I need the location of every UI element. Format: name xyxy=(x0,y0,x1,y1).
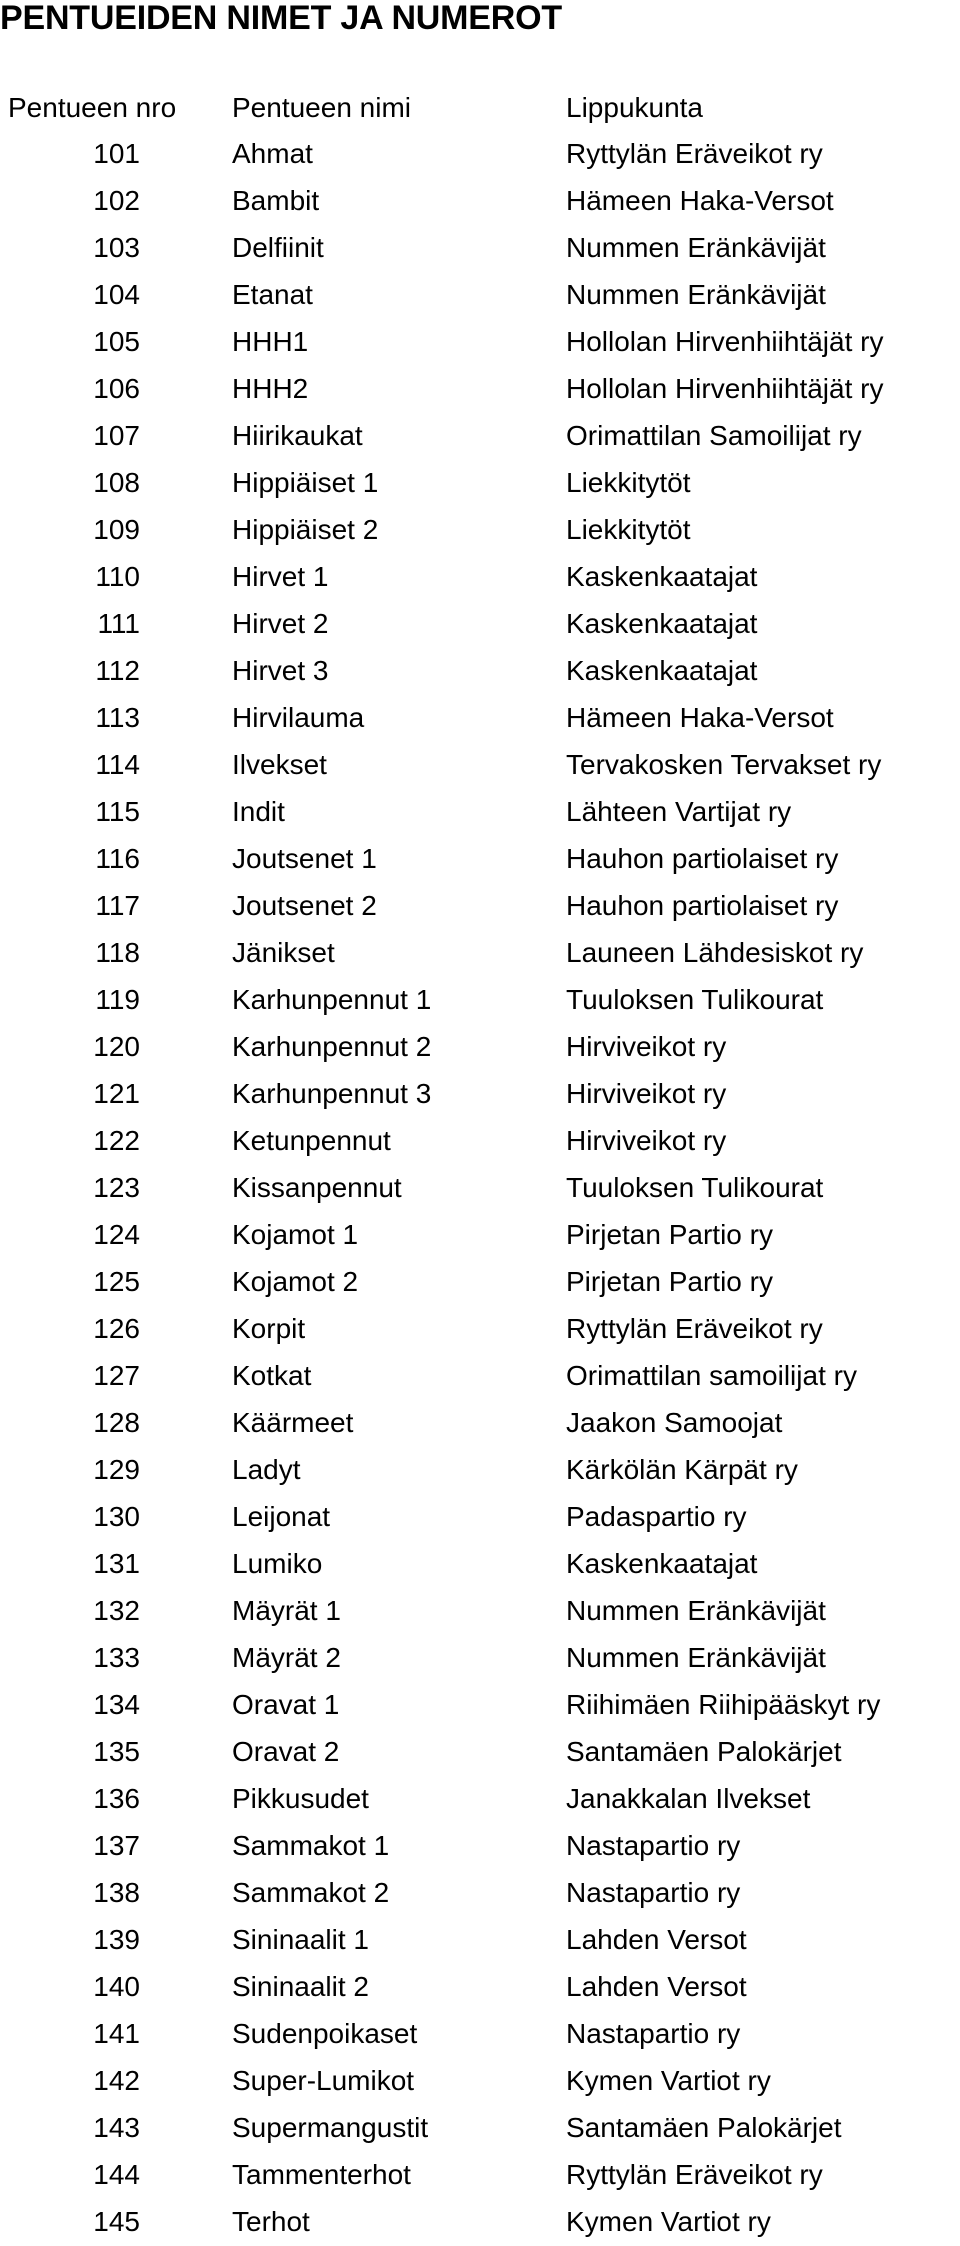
patrol-number: 124 xyxy=(93,1218,140,1250)
patrol-name: Leijonat xyxy=(232,1500,331,1532)
page-title: PENTUEIDEN NIMET JA NUMEROT xyxy=(0,0,562,37)
table-row xyxy=(0,647,960,694)
table-row xyxy=(0,694,960,741)
table-row xyxy=(0,1211,960,1258)
troop-name: Ryttylän Eräveikot ry xyxy=(566,2158,823,2190)
patrol-name: Hippiäiset 1 xyxy=(232,466,379,498)
table-row xyxy=(0,882,960,929)
patrol-number: 126 xyxy=(93,1312,140,1344)
patrol-number: 102 xyxy=(93,184,140,216)
table-row xyxy=(0,1399,960,1446)
troop-name: Nummen Eränkävijät xyxy=(566,231,826,263)
table-row xyxy=(0,271,960,318)
patrol-number: 123 xyxy=(93,1171,140,1203)
troop-name: Nastapartio ry xyxy=(566,1829,741,1861)
table-row xyxy=(0,1822,960,1869)
patrol-name: Hirvet 3 xyxy=(232,654,329,686)
header-name: Pentueen nimi xyxy=(232,92,412,123)
patrol-name: Hippiäiset 2 xyxy=(232,513,379,545)
patrol-number: 131 xyxy=(93,1547,140,1579)
troop-name: Orimattilan Samoilijat ry xyxy=(566,419,862,451)
patrol-name: Karhunpennut 1 xyxy=(232,983,432,1015)
patrol-name: Mäyrät 2 xyxy=(232,1641,341,1673)
patrol-table xyxy=(0,86,960,2245)
table-row xyxy=(0,1305,960,1352)
table-row xyxy=(0,365,960,412)
table-row xyxy=(0,553,960,600)
table-row xyxy=(0,976,960,1023)
table-row xyxy=(0,459,960,506)
table-row xyxy=(0,318,960,365)
troop-name: Santamäen Palokärjet xyxy=(566,1735,842,1767)
troop-name: Kymen Vartiot ry xyxy=(566,2064,771,2096)
patrol-name: Hirvilauma xyxy=(232,701,365,733)
table-row xyxy=(0,2104,960,2151)
patrol-number: 140 xyxy=(93,1970,140,2002)
patrol-number: 134 xyxy=(93,1688,140,1720)
header-number: Pentueen nro xyxy=(8,92,177,123)
table-row xyxy=(0,2151,960,2198)
patrol-number: 111 xyxy=(97,607,140,639)
troop-name: Pirjetan Partio ry xyxy=(566,1218,773,1250)
patrol-name: Indit xyxy=(232,795,285,827)
patrol-name: Käärmeet xyxy=(232,1406,354,1438)
troop-name: Nastapartio ry xyxy=(566,1876,741,1908)
table-row xyxy=(0,2010,960,2057)
patrol-name: Hirvet 2 xyxy=(232,607,329,639)
patrol-number: 125 xyxy=(93,1265,140,1297)
patrol-number: 110 xyxy=(95,560,140,592)
troop-name: Liekkitytöt xyxy=(566,466,691,498)
troop-name: Lahden Versot xyxy=(566,1923,747,1955)
table-row xyxy=(0,1775,960,1822)
patrol-name: Ahmat xyxy=(232,137,313,169)
patrol-number: 127 xyxy=(93,1359,140,1391)
table-row xyxy=(0,1164,960,1211)
patrol-number: 109 xyxy=(93,513,140,545)
troop-name: Padaspartio ry xyxy=(566,1500,747,1532)
patrol-number: 106 xyxy=(93,372,140,404)
patrol-name: Ilvekset xyxy=(232,748,327,780)
troop-name: Kaskenkaatajat xyxy=(566,1547,758,1579)
patrol-name: Joutsenet 1 xyxy=(232,842,377,874)
patrol-number: 145 xyxy=(93,2205,140,2237)
patrol-name: Mäyrät 1 xyxy=(232,1594,341,1626)
patrol-number: 142 xyxy=(93,2064,140,2096)
patrol-number: 129 xyxy=(93,1453,140,1485)
troop-name: Hirviveikot ry xyxy=(566,1124,727,1156)
troop-name: Kaskenkaatajat xyxy=(566,560,758,592)
table-row xyxy=(0,412,960,459)
troop-name: Lahden Versot xyxy=(566,1970,747,2002)
troop-name: Lähteen Vartijat ry xyxy=(566,795,792,827)
patrol-name: Sininaalit 2 xyxy=(232,1970,369,2002)
table-row xyxy=(0,1258,960,1305)
table-row xyxy=(0,2198,960,2245)
troop-name: Santamäen Palokärjet xyxy=(566,2111,842,2143)
troop-name: Hollolan Hirvenhiihtäjät ry xyxy=(566,325,884,357)
troop-name: Kaskenkaatajat xyxy=(566,607,758,639)
troop-name: Tuuloksen Tulikourat xyxy=(566,983,824,1015)
patrol-name: Delfiinit xyxy=(232,231,324,263)
patrol-number: 103 xyxy=(93,231,140,263)
table-row xyxy=(0,2057,960,2104)
patrol-name: Pikkusudet xyxy=(232,1782,369,1814)
table-row xyxy=(0,1117,960,1164)
patrol-number: 137 xyxy=(93,1829,140,1861)
table-row xyxy=(0,1493,960,1540)
patrol-name: Sammakot 1 xyxy=(232,1829,390,1861)
patrol-name: Kotkat xyxy=(232,1359,312,1391)
patrol-number: 115 xyxy=(95,795,140,827)
table-row xyxy=(0,224,960,271)
table-row xyxy=(0,741,960,788)
patrol-name: Karhunpennut 3 xyxy=(232,1077,432,1109)
troop-name: Hämeen Haka-Versot xyxy=(566,701,834,733)
table-row xyxy=(0,600,960,647)
troop-name: Kaskenkaatajat xyxy=(566,654,758,686)
patrol-number: 136 xyxy=(93,1782,140,1814)
troop-name: Pirjetan Partio ry xyxy=(566,1265,773,1297)
troop-name: Tervakosken Tervakset ry xyxy=(566,748,882,780)
patrol-number: 128 xyxy=(93,1406,140,1438)
patrol-number: 135 xyxy=(93,1735,140,1767)
table-row xyxy=(0,1023,960,1070)
patrol-number: 120 xyxy=(93,1030,140,1062)
table-row xyxy=(0,1869,960,1916)
patrol-number: 104 xyxy=(93,278,140,310)
table-row xyxy=(0,1963,960,2010)
table-row xyxy=(0,1587,960,1634)
troop-name: Nummen Eränkävijät xyxy=(566,1594,826,1626)
patrol-number: 141 xyxy=(93,2017,140,2049)
patrol-name: Ladyt xyxy=(232,1453,301,1485)
patrol-name: Super-Lumikot xyxy=(232,2064,415,2096)
troop-name: Hirviveikot ry xyxy=(566,1030,727,1062)
table-row xyxy=(0,1634,960,1681)
table-row xyxy=(0,1728,960,1775)
patrol-name: Kojamot 1 xyxy=(232,1218,359,1250)
troop-name: Riihimäen Riihipääskyt ry xyxy=(566,1688,881,1720)
troop-name: Liekkitytöt xyxy=(566,513,691,545)
troop-name: Tuuloksen Tulikourat xyxy=(566,1171,824,1203)
table-row xyxy=(0,1540,960,1587)
table-row xyxy=(0,506,960,553)
patrol-number: 116 xyxy=(95,842,140,874)
patrol-name: Tammenterhot xyxy=(232,2158,411,2190)
patrol-name: Sininaalit 1 xyxy=(232,1923,369,1955)
patrol-name: Sammakot 2 xyxy=(232,1876,390,1908)
patrol-name: Hiirikaukat xyxy=(232,419,363,451)
patrol-number: 119 xyxy=(95,983,140,1015)
troop-name: Ryttylän Eräveikot ry xyxy=(566,137,823,169)
patrol-name: HHH1 xyxy=(232,325,309,357)
patrol-number: 114 xyxy=(95,748,140,780)
patrol-number: 132 xyxy=(93,1594,140,1626)
troop-name: Hollolan Hirvenhiihtäjät ry xyxy=(566,372,884,404)
patrol-number: 133 xyxy=(93,1641,140,1673)
troop-name: Hauhon partiolaiset ry xyxy=(566,842,839,874)
header-row xyxy=(0,86,960,130)
patrol-number: 117 xyxy=(95,889,140,921)
table-row xyxy=(0,1446,960,1493)
patrol-name: Jänikset xyxy=(232,936,335,968)
patrol-number: 105 xyxy=(93,325,140,357)
patrol-name: Hirvet 1 xyxy=(232,560,329,592)
troop-name: Ryttylän Eräveikot ry xyxy=(566,1312,823,1344)
troop-name: Nastapartio ry xyxy=(566,2017,741,2049)
patrol-number: 108 xyxy=(93,466,140,498)
header-org: Lippukunta xyxy=(566,92,704,123)
patrol-name: Etanat xyxy=(232,278,313,310)
table-row xyxy=(0,1352,960,1399)
troop-name: Kymen Vartiot ry xyxy=(566,2205,771,2237)
patrol-number: 113 xyxy=(95,701,140,733)
troop-name: Nummen Eränkävijät xyxy=(566,278,826,310)
patrol-name: Supermangustit xyxy=(232,2111,429,2143)
patrol-number: 121 xyxy=(93,1077,140,1109)
troop-name: Hirviveikot ry xyxy=(566,1077,727,1109)
patrol-name: Kojamot 2 xyxy=(232,1265,359,1297)
table-row xyxy=(0,130,960,177)
patrol-number: 118 xyxy=(95,936,140,968)
troop-name: Janakkalan Ilvekset xyxy=(566,1782,811,1814)
troop-name: Jaakon Samoojat xyxy=(566,1406,783,1438)
patrol-number: 122 xyxy=(93,1124,140,1156)
troop-name: Nummen Eränkävijät xyxy=(566,1641,826,1673)
patrol-number: 139 xyxy=(93,1923,140,1955)
table-row xyxy=(0,788,960,835)
table-row xyxy=(0,1916,960,1963)
patrol-number: 107 xyxy=(93,419,140,451)
patrol-name: Kissanpennut xyxy=(232,1171,402,1203)
patrol-name: HHH2 xyxy=(232,372,309,404)
patrol-name: Joutsenet 2 xyxy=(232,889,377,921)
patrol-name: Oravat 1 xyxy=(232,1688,340,1720)
patrol-number: 143 xyxy=(93,2111,140,2143)
patrol-number: 130 xyxy=(93,1500,140,1532)
patrol-name: Terhot xyxy=(232,2205,310,2237)
table-header xyxy=(0,86,960,130)
patrol-name: Sudenpoikaset xyxy=(232,2017,418,2049)
patrol-name: Ketunpennut xyxy=(232,1124,391,1156)
patrol-number: 101 xyxy=(93,137,140,169)
table-row xyxy=(0,835,960,882)
troop-name: Hauhon partiolaiset ry xyxy=(566,889,839,921)
table-row xyxy=(0,1070,960,1117)
troop-name: Hämeen Haka-Versot xyxy=(566,184,834,216)
troop-name: Orimattilan samoilijat ry xyxy=(566,1359,857,1391)
patrol-name: Oravat 2 xyxy=(232,1735,340,1767)
patrol-name: Bambit xyxy=(232,184,320,216)
table-row xyxy=(0,1681,960,1728)
patrol-number: 144 xyxy=(93,2158,140,2190)
troop-name: Kärkölän Kärpät ry xyxy=(566,1453,798,1485)
table-row xyxy=(0,929,960,976)
patrol-name: Lumiko xyxy=(232,1547,323,1579)
troop-name: Launeen Lähdesiskot ry xyxy=(566,936,864,968)
patrol-number: 138 xyxy=(93,1876,140,1908)
patrol-number: 112 xyxy=(95,654,140,686)
table-row xyxy=(0,177,960,224)
patrol-name: Karhunpennut 2 xyxy=(232,1030,432,1062)
patrol-name: Korpit xyxy=(232,1312,306,1344)
table-body xyxy=(0,130,960,2245)
